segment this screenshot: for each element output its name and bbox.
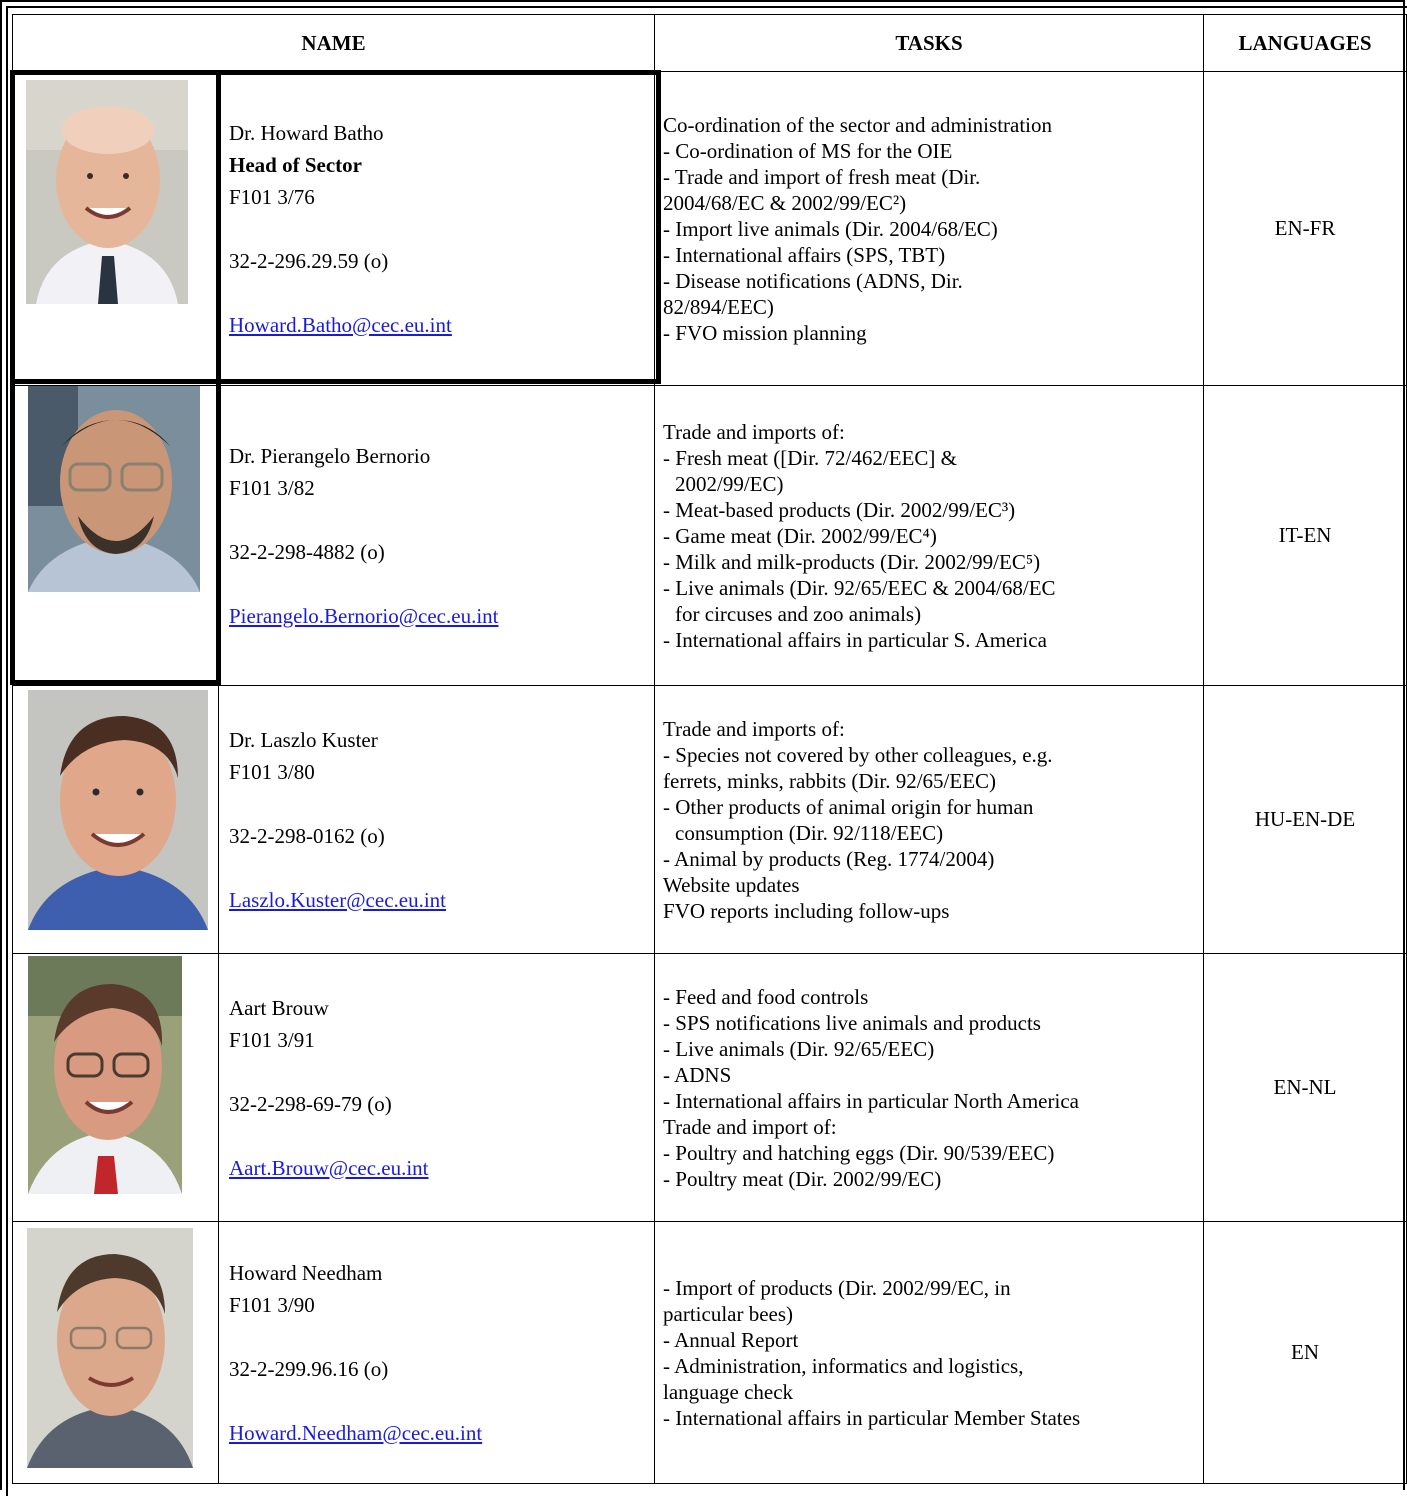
person-name: Howard Needham (229, 1260, 383, 1285)
tasks-cell (655, 686, 1204, 954)
email-link[interactable]: Howard.Needham@cec.eu.int (229, 1420, 483, 1445)
photo-cell (13, 72, 219, 386)
task-line: - Feed and food controls (663, 984, 869, 1009)
task-line: - Poultry and hatching eggs (Dir. 90/539/EEC) (663, 1140, 1055, 1165)
task-line: - Import of products (Dir. 2002/99/EC, in (663, 1275, 1011, 1300)
phone-number: 32-2-296.29.59 (o) (229, 248, 389, 273)
highlight-divider (10, 680, 221, 685)
staff-table (12, 14, 1407, 1484)
task-line: - International affairs in particular S. America (663, 627, 1047, 652)
highlight-divider (216, 70, 221, 384)
portrait-photo (28, 386, 200, 592)
languages-cell: EN-NL (1204, 954, 1407, 1222)
name-header: NAME (13, 15, 655, 72)
languages-cell: EN-FR (1204, 72, 1407, 386)
task-line: Trade and imports of: (663, 419, 845, 444)
header-row (13, 15, 1407, 72)
task-line: for circuses and zoo animals) (675, 601, 922, 626)
person-name: Dr. Pierangelo Bernorio (229, 443, 431, 468)
office-number: F101 3/90 (229, 1292, 315, 1317)
task-line: language check (663, 1379, 794, 1404)
task-line: - International affairs (SPS, TBT) (663, 242, 946, 267)
staff-row (13, 72, 1407, 386)
email-link[interactable]: Pierangelo.Bernorio@cec.eu.int (229, 603, 499, 628)
photo-cell (13, 954, 219, 1222)
languages-cell: EN (1204, 1222, 1407, 1484)
person-name: Aart Brouw (229, 995, 329, 1020)
photo-cell (13, 686, 219, 954)
task-line: 2004/68/EC & 2002/99/EC²) (663, 190, 907, 215)
task-line: - Disease notifications (ADNS, Dir. (663, 268, 963, 293)
highlight-divider (10, 384, 15, 684)
person-role: Head of Sector (229, 152, 362, 177)
task-line: - Game meat (Dir. 2002/99/EC⁴) (663, 523, 937, 548)
task-line: - Species not covered by other colleagues, e.g. (663, 742, 1053, 767)
task-line: - Administration, informatics and logistics, (663, 1353, 1024, 1378)
task-line: Trade and imports of: (663, 716, 845, 741)
name-cell (219, 72, 655, 386)
languages-cell: HU-EN-DE (1204, 686, 1407, 954)
person-name: Dr. Laszlo Kuster (229, 727, 378, 752)
task-line: particular bees) (663, 1301, 794, 1326)
task-line: - Import live animals (Dir. 2004/68/EC) (663, 216, 998, 241)
name-cell (219, 686, 655, 954)
email-link[interactable]: Howard.Batho@cec.eu.int (229, 312, 452, 337)
name-cell (219, 954, 655, 1222)
task-line: - Live animals (Dir. 92/65/EEC & 2004/68/EC (663, 575, 1056, 600)
task-line: 2002/99/EC) (675, 471, 784, 496)
task-line: - Poultry meat (Dir. 2002/99/EC) (663, 1166, 942, 1191)
task-line: - FVO mission planning (663, 320, 867, 345)
task-line: - Live animals (Dir. 92/65/EEC) (663, 1036, 935, 1061)
task-line: - ADNS (663, 1062, 732, 1087)
office-number: F101 3/91 (229, 1027, 315, 1052)
task-line: ferrets, minks, rabbits (Dir. 92/65/EEC) (663, 768, 997, 793)
task-line: Website updates (663, 872, 800, 897)
task-line: - Meat-based products (Dir. 2002/99/EC³) (663, 497, 1016, 522)
portrait-photo (26, 80, 188, 304)
email-link[interactable]: Laszlo.Kuster@cec.eu.int (229, 887, 447, 912)
person-name: Dr. Howard Batho (229, 120, 384, 145)
task-line: - Animal by products (Reg. 1774/2004) (663, 846, 995, 871)
photo-cell (13, 1222, 219, 1484)
email-link[interactable]: Aart.Brouw@cec.eu.int (229, 1155, 429, 1180)
task-line: - International affairs in particular North America (663, 1088, 1079, 1113)
task-line: - International affairs in particular Member States (663, 1405, 1081, 1430)
name-cell (219, 386, 655, 686)
phone-number: 32-2-299.96.16 (o) (229, 1356, 389, 1381)
tasks-cell (655, 72, 1204, 386)
phone-number: 32-2-298-4882 (o) (229, 539, 385, 564)
task-line: FVO reports including follow-ups (663, 898, 950, 923)
task-line: 82/894/EEC) (663, 294, 774, 319)
name-cell (219, 1222, 655, 1484)
office-number: F101 3/80 (229, 759, 315, 784)
task-line: Trade and import of: (663, 1114, 837, 1139)
office-number: F101 3/76 (229, 184, 315, 209)
tasks-cell (655, 1222, 1204, 1484)
office-number: F101 3/82 (229, 475, 315, 500)
task-line: consumption (Dir. 92/118/EEC) (675, 820, 944, 845)
task-line: - Trade and import of fresh meat (Dir. (663, 164, 981, 189)
task-line: - Co-ordination of MS for the OIE (663, 138, 953, 163)
staff-row (13, 1222, 1407, 1484)
photo-cell (13, 386, 219, 686)
languages-cell: IT-EN (1204, 386, 1407, 686)
tasks-cell (655, 954, 1204, 1222)
highlight-divider (216, 384, 221, 684)
phone-number: 32-2-298-0162 (o) (229, 823, 385, 848)
portrait-photo (28, 690, 208, 930)
task-line: - Fresh meat ([Dir. 72/462/EEC] & (663, 445, 957, 470)
languages-header: LANGUAGES (1204, 15, 1407, 72)
tasks-cell (655, 386, 1204, 686)
staff-row (13, 686, 1407, 954)
phone-number: 32-2-298-69-79 (o) (229, 1091, 392, 1116)
staff-row (13, 386, 1407, 686)
staff-row (13, 954, 1407, 1222)
task-line: - Other products of animal origin for human (663, 794, 1034, 819)
task-line: - Milk and milk-products (Dir. 2002/99/EC⁵) (663, 549, 1041, 574)
tasks-header: TASKS (655, 15, 1204, 72)
portrait-photo (27, 1228, 193, 1468)
task-line: Co-ordination of the sector and administration (663, 112, 1053, 137)
portrait-photo (28, 956, 182, 1194)
task-line: - SPS notifications live animals and products (663, 1010, 1041, 1035)
task-line: - Annual Report (663, 1327, 799, 1352)
